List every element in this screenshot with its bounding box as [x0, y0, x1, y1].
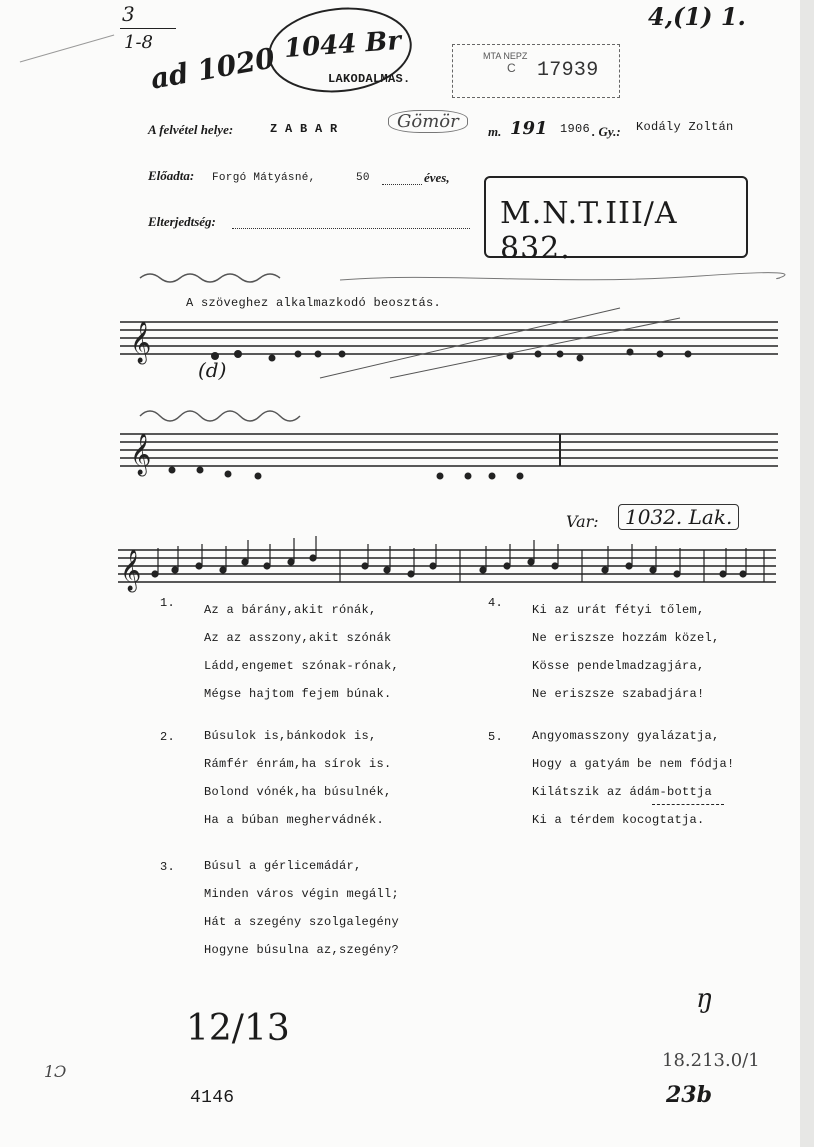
bottom-number-right: 23b — [666, 1082, 712, 1108]
place-label: A felvétel helye: — [148, 122, 234, 137]
bottom-fraction: 12/13 — [186, 1008, 290, 1049]
stanza-5 — [532, 722, 735, 834]
initials: ŋ — [696, 984, 713, 1014]
svg-text:𝄞: 𝄞 — [130, 434, 152, 475]
stanza-number: 5. — [488, 730, 504, 744]
stanza-number: 4. — [488, 596, 504, 610]
lyric-line: Búsulok is,bánkodok is, — [204, 729, 377, 743]
collector: Kodály Zoltán — [636, 120, 734, 134]
lyric-line: Angyomasszony gyalázatja, — [532, 729, 720, 743]
lyric-line: Ki az urát fétyi tőlem, — [532, 603, 705, 617]
corner-fraction-bottom: 1-8 — [124, 32, 153, 53]
lyric-line: Ki a térdem kocogtatja. — [532, 813, 705, 827]
scan-edge — [800, 0, 814, 1147]
margin-stroke — [20, 35, 114, 63]
stamp-number: 17939 — [537, 59, 599, 82]
catalog-number: M.N.T.III/A 832. — [500, 196, 678, 266]
melody-staff — [118, 544, 778, 594]
lyric-line: Bolond vónék,ha búsulnék, — [204, 785, 392, 799]
top-right-marks: 4,(1) 1. — [648, 2, 746, 31]
song-title: LAKODALMAS. — [328, 72, 411, 86]
stanza-3 — [204, 852, 399, 964]
county-abbrev: m. — [488, 124, 502, 139]
lyric-line: Rámfér énrám,ha sírok is. — [204, 757, 392, 771]
stamp-line2: C — [507, 61, 516, 75]
svg-text:𝄞: 𝄞 — [130, 322, 152, 363]
lyric-line: Ne eriszsze hozzám közel, — [532, 631, 720, 645]
lyric-line: Hát a szegény szolgalegény — [204, 915, 400, 929]
lyric-line: Minden város végin megáll; — [204, 887, 400, 901]
lyric-line: Az a bárány,akit rónák, — [204, 603, 377, 617]
svg-text:𝄞: 𝄞 — [120, 550, 142, 591]
circled-reference: 1044 Br — [283, 25, 402, 65]
performer-label: Előadta: — [148, 168, 195, 183]
stamp-line1: MTA NEPZ — [483, 51, 528, 61]
variant-value: 1032. Lak. — [618, 504, 739, 530]
scale-caption: A szöveghez alkalmazkodó beosztás. — [186, 296, 442, 310]
stanza-number: 1. — [160, 596, 176, 610]
wavy-rule — [140, 268, 780, 288]
lyric-line: Kösse pendelmadzagjára, — [532, 659, 705, 673]
age-label: éves, — [424, 170, 450, 185]
corner-reference: ad 1020 — [148, 41, 278, 96]
stanza-2 — [204, 722, 392, 834]
year: 1906 — [560, 122, 591, 136]
spread-label: Elterjedtség: — [148, 214, 216, 229]
underline-mark — [652, 804, 724, 805]
bottom-stamp-right: 18.213.0/1 — [662, 1050, 760, 1071]
age-dotted-line — [382, 184, 422, 185]
left-margin-mark: 1Ɔ — [44, 1062, 67, 1081]
lyric-line: Az az asszony,akit szónák — [204, 631, 392, 645]
lyric-line: Mégse hajtom fejem búnak. — [204, 687, 392, 701]
wavy-rule-2 — [140, 400, 780, 430]
archive-stamp — [452, 44, 620, 98]
collector-label: . Gy.: — [592, 124, 621, 139]
lyric-line: Búsul a gérlicemádár, — [204, 859, 362, 873]
stanza-4 — [532, 596, 720, 708]
staff-annotation: (d) — [198, 358, 227, 382]
variant-label: Var: — [566, 512, 599, 531]
lyric-line: Ha a búban meghervádnék. — [204, 813, 385, 827]
lyric-line: Kilátszik az ádám-bottja — [532, 785, 713, 799]
place-value: Z A B A R — [270, 122, 338, 136]
lyric-line: Hogy a gatyám be nem fódja! — [532, 757, 735, 771]
stanza-number: 2. — [160, 730, 176, 744]
lyric-line: Ne eriszsze szabadjára! — [532, 687, 705, 701]
county-handwritten: Gömör — [388, 110, 468, 133]
scale-staff-2 — [120, 430, 780, 490]
performer-age: 50 — [356, 172, 370, 184]
lyric-line: Ládd,engemet szónak-rónak, — [204, 659, 400, 673]
lyric-line: Hogyne búsulna az,szegény? — [204, 943, 400, 957]
bottom-number-left: 4146 — [190, 1088, 235, 1108]
spread-dotted-line — [232, 228, 470, 229]
stanza-1 — [204, 596, 399, 708]
stanza-number: 3. — [160, 860, 176, 874]
catalog-box — [484, 176, 748, 266]
year-handwritten: 191 — [510, 118, 548, 139]
fraction-rule — [120, 28, 176, 29]
performer: Forgó Mátyásné, — [212, 172, 316, 184]
corner-fraction-top: 3 — [122, 2, 135, 26]
